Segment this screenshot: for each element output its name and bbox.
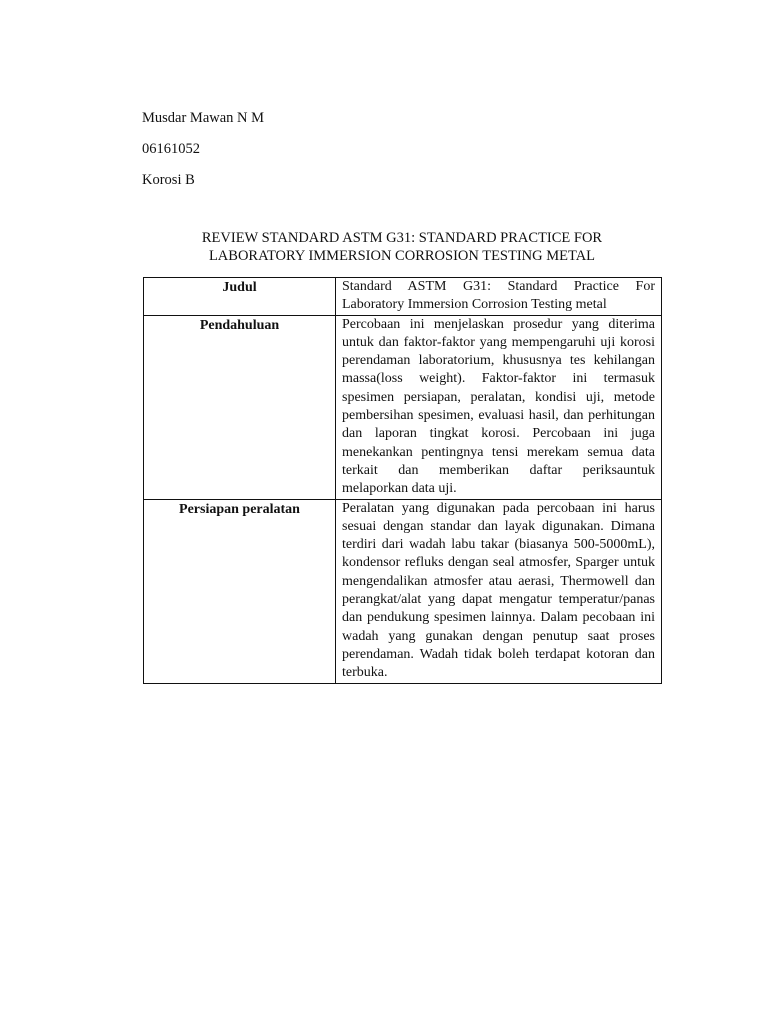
author-name: Musdar Mawan N M [142,110,265,126]
row-content-pendahuluan: Percobaan ini menjelaskan prosedur yang diterima untuk dan faktor-faktor yang mempengaruhi uji korosi perendaman laboratorium, khususnya tes kehilangan massa(loss weight). Faktor-faktor ini termasuk spesimen persiapan, peralatan, kondisi uji, metode pembersihan spesimen, evaluasi hasil, dan perhitungan dan laporan tingkat korosi. Percobaan ini juga menekankan pentingnya tensi merekam semua data terkait dan memberikan daftar periksauntuk melaporkan data uji. [336,315,662,499]
document-title-line-1: REVIEW STANDARD ASTM G31: STANDARD PRACTICE FOR [201,230,603,246]
table-row-judul [144,278,662,316]
row-content-judul: Standard ASTM G31: Standard Practice For Laboratory Immersion Corrosion Testing metal [336,278,662,316]
row-label-judul: Judul [144,278,336,316]
row-label-pendahuluan: Pendahuluan [144,315,336,499]
document-title [142,229,662,265]
row-content-persiapan-peralatan: Peralatan yang digunakan pada percobaan ini harus sesuai dengan standar dan layak digunakan. Dimana terdiri dari wadah labu takar (biasanya 500-5000mL), kondensor refluks dengan seal atmosfer, Sparger untuk mengendalikan atmosfer atau aerasi, Thermowell dan perangkat/alat yang dapat mengatur temperatur/panas dan pendukung spesimen lainnya. Dalam pecobaan ini wadah yang gunakan dengan penutup saat proses perendaman. Wadah tidak boleh terdapat kotoran dan terbuka. [336,499,662,683]
document-title-line-2: LABORATORY IMMERSION CORROSION TESTING METAL [208,248,596,264]
student-id: 06161052 [142,141,200,157]
table-row-pendahuluan [144,315,662,499]
review-table [143,277,662,684]
class-name: Korosi B [142,172,195,188]
row-label-persiapan-peralatan: Persiapan peralatan [144,499,336,683]
table-row-persiapan-peralatan [144,499,662,683]
